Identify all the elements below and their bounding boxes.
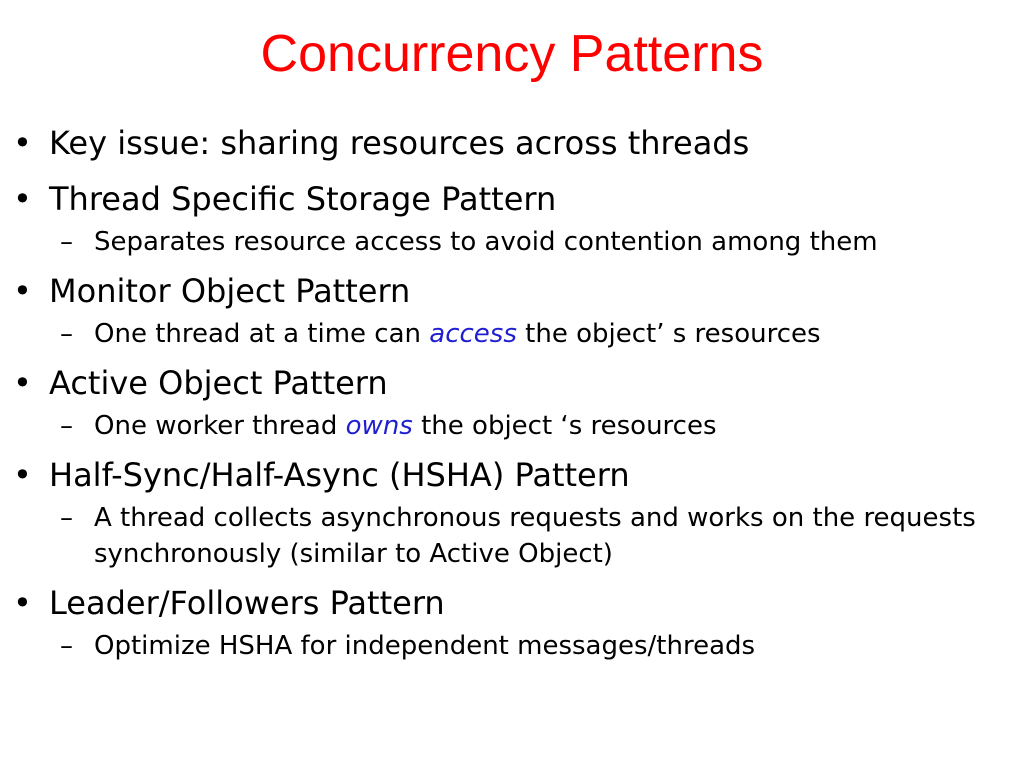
bullet-icon: • bbox=[13, 180, 32, 218]
bullet-icon: • bbox=[13, 124, 32, 162]
bullet-text: Key issue: sharing resources across threads bbox=[49, 124, 750, 162]
bullet-text: Active Object Pattern bbox=[49, 364, 388, 402]
bullet-leader-followers bbox=[0, 578, 1024, 628]
bullet-key-issue bbox=[0, 118, 1024, 168]
sub-bullet-half-sync-half-async bbox=[0, 500, 1024, 572]
bullet-text: Thread Specific Storage Pattern bbox=[49, 180, 557, 218]
bullet-monitor-object bbox=[0, 266, 1024, 316]
emphasis-word: owns bbox=[345, 411, 413, 441]
slide-title: Concurrency Patterns bbox=[260, 25, 764, 83]
sub-bullet-text-before: One thread at a time can bbox=[94, 319, 430, 349]
dash-icon: – bbox=[60, 411, 73, 441]
dash-icon: – bbox=[60, 227, 73, 257]
emphasis-word: access bbox=[429, 319, 517, 349]
bullet-text: Monitor Object Pattern bbox=[49, 272, 411, 310]
sub-bullet-text: Separates resource access to avoid contention among them bbox=[94, 227, 878, 257]
bullet-icon: • bbox=[13, 272, 32, 310]
sub-bullet-active-object bbox=[0, 408, 1024, 444]
slide-body bbox=[0, 118, 1024, 664]
sub-bullet-thread-specific-storage bbox=[0, 224, 1024, 260]
bullet-text: Leader/Followers Pattern bbox=[49, 584, 445, 622]
dash-icon: – bbox=[60, 503, 73, 533]
bullet-half-sync-half-async bbox=[0, 450, 1024, 500]
bullet-icon: • bbox=[13, 584, 32, 622]
sub-bullet-text: A thread collects asynchronous requests and works on the requests synchronously (similar to Active Object) bbox=[94, 503, 976, 569]
dash-icon: – bbox=[60, 319, 73, 349]
bullet-icon: • bbox=[13, 364, 32, 402]
sub-bullet-text-after: the object’ s resources bbox=[516, 319, 821, 349]
sub-bullet-leader-followers bbox=[0, 628, 1024, 664]
bullet-text: Half-Sync/Half-Async (HSHA) Pattern bbox=[49, 456, 630, 494]
sub-bullet-text-before: One worker thread bbox=[94, 411, 346, 441]
sub-bullet-text-after: the object ‘s resources bbox=[412, 411, 717, 441]
bullet-active-object bbox=[0, 358, 1024, 408]
bullet-thread-specific-storage bbox=[0, 174, 1024, 224]
sub-bullet-text: Optimize HSHA for independent messages/threads bbox=[94, 631, 756, 661]
bullet-icon: • bbox=[13, 456, 32, 494]
sub-bullet-monitor-object bbox=[0, 316, 1024, 352]
dash-icon: – bbox=[60, 631, 73, 661]
